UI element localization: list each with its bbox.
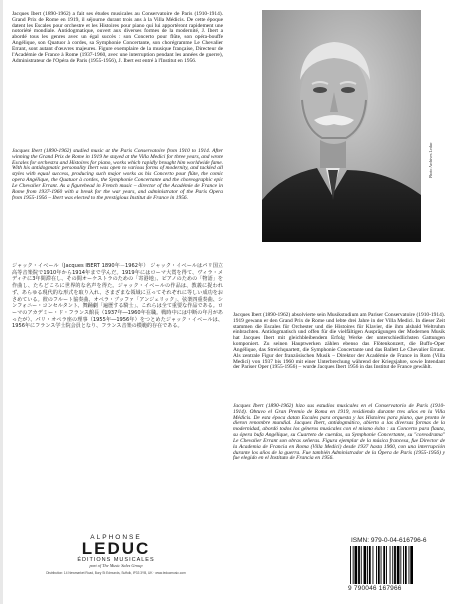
publisher-group: part of The Music Sales Group — [89, 563, 143, 568]
spanish-biography: Jacques Ibert (1890-1962) hizo sus estudios musicales en el Conservatorio de París (1910-1914). Obtuvo el Gran Premio de Roma en 1919, residiendo durante tres años en la Villa Médicis. De esta época datan Escales para orquesta y las Histoires para piano, que pronto le dieron renombre mundial. Jacques Ibert, antidogmático, abierto a las diversas formas de la modernidad, abordó todos los géneros musicales con el mismo éxito : su Concerto para flauta, su ópera bufa Angélique, su Cuarteto de cuerdas, su Symphonie Concertante, su "coreodrama" Le Chevalier Errant son obras señeras. Figura ejemplar de la música francesa, fue Director de la Academia de Francia en Roma (Villa Medici) desde 1937 hasta 1960, con una interrupción durante los años de la guerra. Fue también Administrador de la Ópera de París (1955-1956) y fue elegido en el Instituto de Francia en 1956. — [233, 403, 445, 462]
barcode — [348, 546, 443, 584]
portrait-photo — [262, 10, 421, 242]
publisher-logo — [18, 534, 214, 575]
publisher-subtitle: ÉDITIONS MUSICALES — [77, 557, 155, 563]
german-biography: Jacques Ibert (1890-1962) absolvierte sein Musikstudium am Pariser Conservatoire (1910-1914). 1919 gewann er den Grand Prix de Rome und lebte drei Jahre in der Villa Medici. In dieser Zeit stammen die Escales für Orchester und die Histoires für Klavier, die ihm alsbald Weltruhm einbrachten. Antidogmatisch und offen für die vielfältigen Ausprägungen der Modernen Musik hat Jacques Ibert mit gleichbleibendem Erfolg Werke der unterschiedlichsten Gattungen komponiert. Zu seinen Hauptwerken zählen ebenso das Flötenkonzert, die Buffo-Oper Angélique, das Streichquartett, die Symphonie Concertante und das Ballett Le Chevalier Errant. Als zentrale Figur der französischen Musik – Direktor der Académie de France in Rom (Villa Medici) von 1937 bis 1960 mit einer Unterbrechung während der Kriegsjahre, sowie Intendant der Pariser Oper (1955-1956) – wurde Jacques Ibert 1956 in das Institut de France gewählt. — [233, 312, 445, 371]
japanese-biography: ジャック・イベール（Jacques IBERT 1890年－1962年） ジャック・イベールはパリ国立高等音楽院で1910年から1914年まで学んだ。1919年にはローマ大賞を得て、ヴィラ・メディチに3年間滞在し、その間オーケストラのための「寄港地」、ピアノのための「物語」を作曲し、たちどころに世界的な名声を得た。ジャック・イベールの作品は、教義に捉われず、あらゆる現代的な形式を取り入れ、さまざまな領域に亘ってそれぞれに等しい成功をおさめている。彼のフルート協奏曲、オペラ・ブッファ「アンジェリック」、弦楽四重奏曲、シンフォニー・コンセルタント、舞踊劇「遍歴する騎士」、これらは全て重要な作品である。ローマのアカデミー・ド・フランス館長（1937年―1960年在職。戦時中には中断の年月があったが）、パリ・オペラ座の理事（1955年―1956年）をつとめたジャック・イベールは、1956年にフランス学士院会員となり、フランス音楽の模範的存在である。 — [12, 263, 223, 330]
publisher-line1: ALPHONSE — [90, 534, 142, 541]
french-biography: Jacques Ibert (1890-1962) a fait ses études musicales au Conservatoire de Paris (1910-1914). Grand Prix de Rome en 1919, il séjourne durant trois ans à la Villa Médicis. De cette époque datent les Escales pour orchestre et les Histoires pour piano qui lui apportèront rapidement une notoriété mondiale. Antidogmatique, ouvert aux diverses formes de la modernité, J. Ibert a abordé tous les genres avec un égal succès : son Concerto pour flûte, son opéra-bouffe Angélique, son Quatuor à cordes, sa Symphonie Concertante, son chorégramme Le Chevalier Errant, sont autant d'œuvres majeures. Figure exemplaire de la musique française, Directeur de l'Académie de France à Rome (1937-1960, avec une interruption pendant les années de guerre), Administrateur de l'Opéra de Paris (1955-1956), J. Ibert est entré à l'Institut en 1956. — [12, 11, 223, 64]
english-biography: Jacques Ibert (1890-1962) studied music at the Paris Conservatoire from 1910 to 1914. After winning the Grand Prix de Rome in 1919 he stayed at the Villa Medici for three years, and wrote Escales for orchestra and Histoires for piano, works which rapidly brought him worldwide fame. With his antidogmatic personality Ibert was open to various forms of modernity, and tackled all styles with equal success, producing such major works as his Concerto pour flûte, the comic opera Angélique, the Quatuor à cordes, the Symphonie Concertante and the choreographic epic Le Chevalier Errant. As a figurehead in French music – director of the Académie de France in Rome from 1937-1960 with a break for the war years, and administrator of the Paris Opera from 1955-1956 – Ibert was elected to the prestigious Institut de France in 1956. — [12, 148, 224, 201]
publisher-name: LEDUC — [81, 539, 151, 558]
ismn-label: ISMN: 979-0-04-616796-6 — [351, 537, 427, 544]
publisher-address: Distribution: 14 Newmarket Road, Bury St Edmunds, Suffolk, IP33 3YB, UK · www.leducmusic.com — [46, 571, 186, 575]
barcode-number: 9 790046 167966 — [348, 585, 402, 592]
photo-credit: Photo Archives Leduc — [428, 142, 433, 178]
